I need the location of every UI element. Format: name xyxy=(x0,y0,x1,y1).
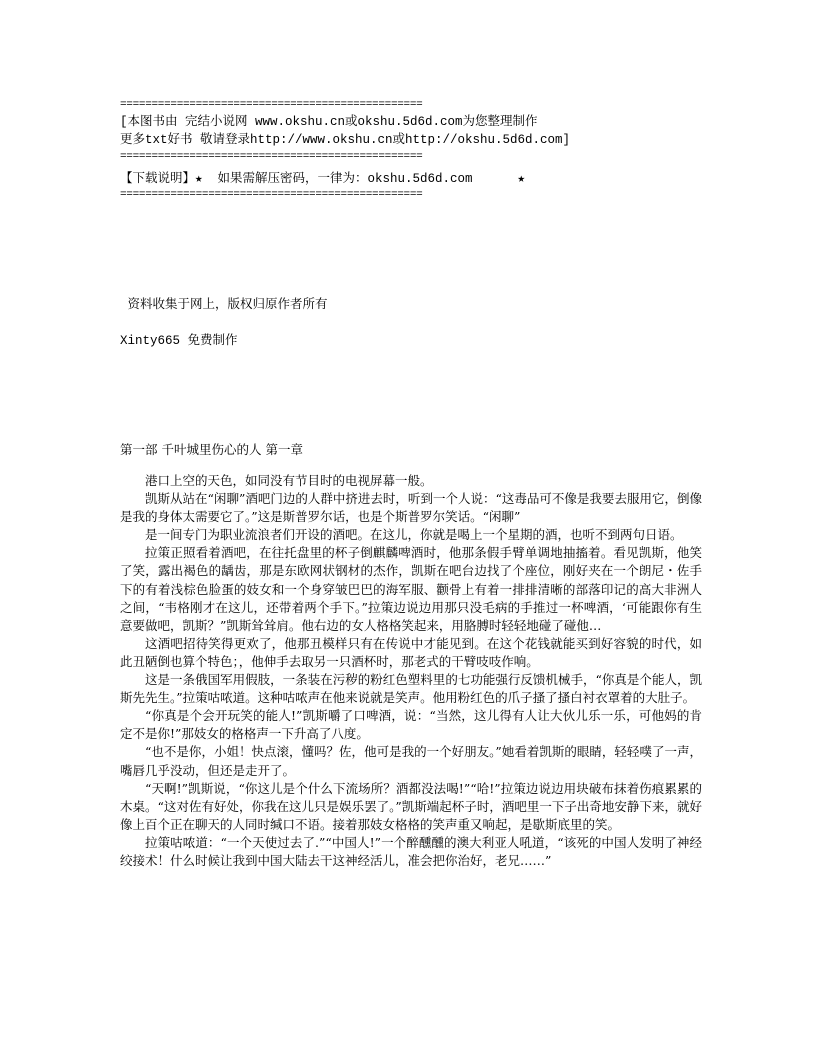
paragraph: “天啊!”凯斯说，“你这儿是个什么下流场所？酒都没法喝!”“哈!”拉策边说边用块破布抹着伤痕累累的木桌。“这对佐有好处，你我在这儿只是娱乐罢了。”凯斯端起杯子时，酒吧里一下子出奇地安静下来，就好像上百个正在聊天的人同时缄口不语。接着那妓女格格的笑声重又响起，是歇斯底里的笑。 xyxy=(120,780,702,832)
paragraph: 是一间专门为职业流浪者们开设的酒吧。在这儿，你就是喝上一个星期的酒，也听不到两句日语。 xyxy=(145,527,683,543)
separator-line: ================================================ xyxy=(120,189,423,201)
paragraph: 这酒吧招待笑得更欢了，他那丑模样只有在传说中才能见到。在这个花钱就能买到好容貌的时代，如此丑陋倒也算个特色；，他伸手去取另一只酒杯时，那老式的干臂吱吱作响。 xyxy=(120,635,702,669)
paragraph: “也不是你，小姐！快点滚，懂吗？佐，他可是我的一个好朋友。”她看着凯斯的眼睛，轻轻噗了一声，嘴唇几乎没动，但还是走开了。 xyxy=(120,744,702,778)
paragraph: 拉策咕哝道：“一个天使过去了.”“中国人!”一个醉醺醺的澳大利亚人吼道，“该死的中国人发明了神经绞接术！什么时候让我到中国大陆去干这神经活儿，准会把你治好，老兄……” xyxy=(120,834,702,868)
paragraph: 凯斯从站在“闲聊”酒吧门边的人群中挤进去时，听到一个人说：“这毒品可不像是我要去服用它，倒像是我的身体太需要它了。”这是斯普罗尔话，也是个斯普罗尔笑话。“闲聊” xyxy=(120,491,702,525)
separator-line: ================================================ xyxy=(120,151,423,163)
paragraph: 这是一条俄国军用假肢，一条装在污秽的粉红色塑料里的七功能强行反馈机械手，“你真是个能人，凯斯先先生。”拉策咕哝道。这种咕哝声在他来说就是笑声。他用粉红色的爪子搔了搔白衬衣罩着的大肚子。 xyxy=(120,672,702,706)
paragraph: “你真是个会开玩笑的能人!”凯斯嚼了口啤酒，说：“当然，这儿得有人让大伙儿乐一乐，可他妈的肯定不是你!”那妓女的格格声一下升高了八度。 xyxy=(120,708,702,742)
source-notice-line-1: [本图书由 完结小说网 www.okshu.cn或okshu.5d6d.com为您整理制作 xyxy=(120,115,538,129)
maker-credit: Xinty665 免费制作 xyxy=(120,334,238,348)
source-notice-line-2: 更多txt好书 敬请登录http://www.okshu.cn或http://okshu.5d6d.com] xyxy=(120,133,571,147)
paragraph: 港口上空的天色，如同没有节目时的电视屏幕一般。 xyxy=(145,473,433,488)
separator-line: ================================================ xyxy=(120,99,423,111)
chapter-body xyxy=(120,472,702,870)
copyright-note: 资料收集于网上，版权归原作者所有 xyxy=(120,298,328,312)
chapter-title: 第一部 千叶城里伤心的人 第一章 xyxy=(120,442,303,457)
paragraph: 拉策正照看着酒吧，在往托盘里的杯子倒麒麟啤酒时，他那条假手臂单调地抽搐着。看见凯斯，他笑了笑，露出褐色的龋齿，那是东欧网状钢材的杰作，凯斯在吧台边找了个座位，刚好夹在一个朗尼・佐手下的有着浅棕色脸蛋的妓女和一个身穿皱巴巴的海军服、颧骨上有着一排排清晰的部落印记的高大非洲人之间，“韦格刚才在这儿，还带着两个手下。”拉策边说边用那只没毛病的手推过一杯啤酒，‘可能跟你有生意要做吧，凯斯？”凯斯耸耸肩。他右边的女人格格笑起来，用胳膊时轻轻地碰了碰他… xyxy=(120,545,702,633)
download-note: 【下载说明】★ 如果需解压密码，一律为：okshu.5d6d.com ★ xyxy=(120,172,526,186)
